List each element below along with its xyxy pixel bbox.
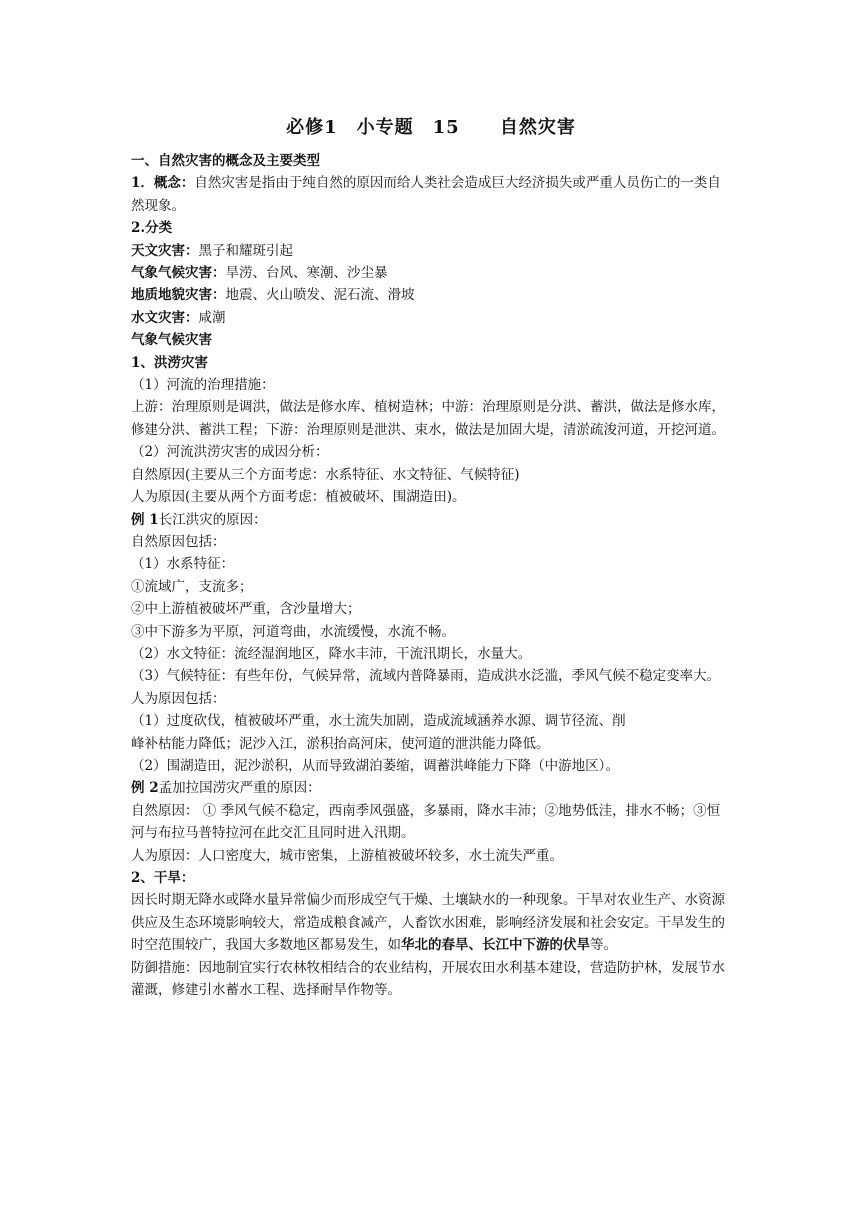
drought-text-bold: 华北的春旱、长江中下游的伏旱 bbox=[401, 937, 590, 954]
type-label: 气象气候灾害： bbox=[131, 265, 226, 282]
drought-text bbox=[131, 889, 731, 956]
flood-heading: 1、洪涝灾害 bbox=[131, 354, 208, 371]
ex2-human: 人为原因：人口密度大，城市密集，上游植被破坏较多，水土流失严重。 bbox=[131, 847, 563, 864]
type-text: 旱涝、台风、寒潮、沙尘暴 bbox=[225, 265, 388, 282]
measures-heading: （1）河流的治理措施： bbox=[131, 377, 275, 394]
ex2-natural: 自然原因： ① 季风气候不稳定，西南季风强盛，多暴雨，降水丰沛；②地势低洼，排水不畅；③恒河与布拉马普特拉河在此交汇且同时进入汛期。 bbox=[131, 802, 721, 842]
causes-natural: 自然原因(主要从三个方面考虑：水系特征、水文特征、气候特征) bbox=[131, 466, 520, 483]
type-item bbox=[131, 307, 731, 329]
type-text: 地震、火山喷发、泥石流、滑坡 bbox=[225, 287, 415, 304]
list-item: ③中下游多为平原，河道弯曲，水流缓慢，水流不畅。 bbox=[131, 623, 455, 640]
example-2 bbox=[131, 777, 731, 799]
section-heading: 一、自然灾害的概念及主要类型 bbox=[131, 153, 320, 169]
example-title: 长江洪灾的原因： bbox=[158, 511, 267, 528]
example-label: 例 1 bbox=[131, 511, 159, 528]
water-system-heading: （1）水系特征： bbox=[131, 556, 235, 573]
measures-text: 上游：治理原则是调洪，做法是修水库、植树造林；中游：治理原则是分洪、蓄洪，做法是修水库，修建分洪、蓄洪工程；下游：治理原则是泄洪、束水，做法是加固大堤，清淤疏浚河道，开挖河道。 bbox=[131, 399, 725, 438]
human-intro: 人为原因包括： bbox=[131, 690, 226, 707]
example-1 bbox=[131, 509, 731, 531]
list-item: ①流域广，支流多； bbox=[131, 578, 253, 595]
type-item bbox=[131, 284, 731, 306]
example-title: 孟加拉国涝灾严重的原因： bbox=[158, 780, 321, 797]
drought-text-post: 等。 bbox=[590, 937, 617, 954]
document-body bbox=[131, 116, 731, 1001]
section-heading: 气象气候灾害 bbox=[131, 332, 212, 349]
human-cause-1a: （1）过度砍伐，植被破坏严重，水土流失加剧，造成流域涵养水源、调节径流、削 bbox=[131, 713, 626, 730]
type-label: 水文灾害： bbox=[131, 309, 199, 326]
drought-text-pre: 因长时期无降水或降水量异常偏少而形成空气干燥、土壤缺水的一种现象。干旱对农业生产、水资源供应及生态环境影响较大，常造成粮食减产，人畜饮水困难，影响经济发展和社会安定。干旱发生的时空范围较广，我国大多数地区都易发生，如 bbox=[131, 892, 725, 954]
concept-label: 1．概念： bbox=[131, 175, 195, 192]
page-title: 必修1 小专题 15 自然灾害 bbox=[286, 117, 576, 138]
drought-heading: 2、干旱： bbox=[131, 870, 195, 886]
type-item bbox=[131, 262, 731, 284]
classification-heading: 2.分类 bbox=[131, 220, 173, 237]
climate-features: （3）气候特征：有些年份，气候异常，流域内普降暴雨，造成洪水泛滥，季风气候不稳定变率大。 bbox=[131, 668, 721, 685]
human-cause-1b: 峰补枯能力降低；泥沙入江，淤积抬高河床，使河道的泄洪能力降低。 bbox=[131, 735, 550, 752]
drought-defense: 防御措施：因地制宜实行农林牧相结合的农业结构，开展农田水利基本建设，营造防护林，发展节水灌溉，修建引水蓄水工程、选择耐旱作物等。 bbox=[131, 959, 725, 999]
type-text: 黑子和耀斑引起 bbox=[198, 242, 293, 259]
causes-human: 人为原因(主要从两个方面考虑：植被破坏、围湖造田)。 bbox=[131, 489, 466, 506]
concept-text: 自然灾害是指由于纯自然的原因而给人类社会造成巨大经济损失或严重人员伤亡的一类自然现象。 bbox=[131, 175, 721, 214]
type-label: 地质地貌灾害： bbox=[131, 287, 226, 304]
type-text: 咸潮 bbox=[198, 309, 226, 326]
concept-paragraph bbox=[131, 172, 731, 217]
example-label: 例 2 bbox=[131, 780, 159, 797]
list-item: ②中上游植被破坏严重，含沙量增大； bbox=[131, 601, 361, 618]
natural-intro: 自然原因包括： bbox=[131, 533, 226, 550]
human-cause-2: （2）围湖造田，泥沙淤积，从而导致湖泊萎缩，调蓄洪峰能力下降（中游地区）。 bbox=[131, 757, 619, 774]
causes-heading: （2）河流洪涝灾害的成因分析： bbox=[131, 444, 329, 461]
hydro-features: （2）水文特征：流经湿润地区，降水丰沛，干流汛期长，水量大。 bbox=[131, 645, 532, 662]
type-label: 天文灾害： bbox=[131, 242, 199, 259]
type-item bbox=[131, 240, 731, 262]
